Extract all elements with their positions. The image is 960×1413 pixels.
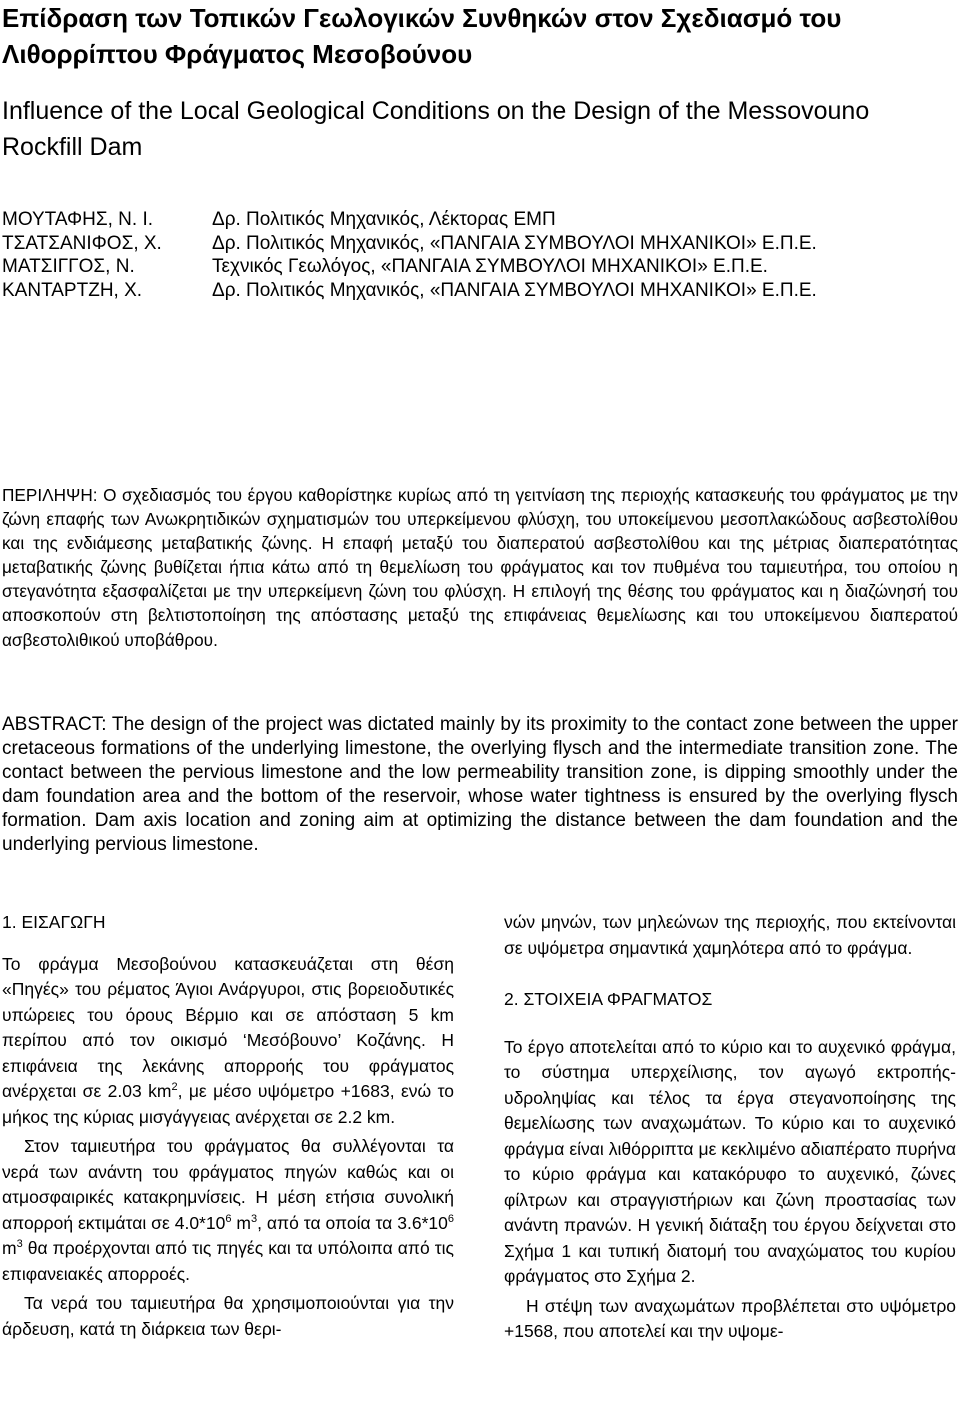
author-row <box>2 232 952 256</box>
paragraph-text: m <box>2 1238 17 1258</box>
author-list <box>2 208 952 302</box>
paragraph <box>2 1134 454 1287</box>
author-row <box>2 255 952 279</box>
author-affiliation: Δρ. Πολιτικός Μηχανικός, «ΠΑΝΓΑΙΑ ΣΥΜΒΟΥΛΟΙ ΜΗΧΑΝΙΚΟΙ» Ε.Π.Ε. <box>212 279 817 301</box>
superscript: 3 <box>16 1238 23 1251</box>
author-affiliation: Δρ. Πολιτικός Μηχανικός, Λέκτορας ΕΜΠ <box>212 209 556 230</box>
title-greek: Επίδραση των Τοπικών Γεωλογικών Συνθηκών στον Σχεδιασμό του Λιθορρίπτου Φράγματος Μεσοβούνου <box>2 3 842 69</box>
spacer <box>2 936 454 952</box>
right-column <box>504 910 956 1345</box>
author-affiliation: Τεχνικός Γεωλόγος, «ΠΑΝΓΑΙΑ ΣΥΜΒΟΥΛΟΙ ΜΗΧΑΝΙΚΟΙ» Ε.Π.Ε. <box>212 256 768 277</box>
superscript: 6 <box>447 1212 454 1225</box>
paragraph-text: , με μέσο υψόμετρο +1683, ενώ το μήκος της κύριας μισγάγγειας ανέρχεται σε 2.2 km. <box>2 1081 454 1127</box>
paragraph-text: Στον ταμιευτήρα του φράγματος θα συλλέγονται τα νερά των ανάντη του φράγματος πηγών καθώς και οι ατμοσφαιρικές κατακρημνίσεις. Η μέση ετήσια συνολική απορροή εκτιμάται σε 4.0*10 <box>2 1136 454 1233</box>
author-name: ΚΑΝΤΑΡΤΖΗ, Χ. <box>2 279 143 301</box>
left-column <box>2 910 454 1342</box>
abstract-greek: ΠΕΡΙΛΗΨΗ: Ο σχεδιασμός του έργου καθορίστηκε κυρίως από τη γειτνίαση της περιοχής κατασκευής του φράγματος με την ζώνη επαφής των Ανωκρητιδικών σχηματισμών του υπερκείμενου φλύσχη, του υποκείμενου μεσοπλακώδους ασβεστολίθου και της ενδιάμεσης μεταβατικής ζώνης. Η επαφή μεταξύ του διαπερατού ασβεστολίθου και της μέτριας διαπερατότητας μεταβατικής ζώνης βυθίζεται ήπια κάτω από τη θεμελίωση του φράγματος και τον πυθμένα του ταμιευτήρα, του οποίου η στεγανότητα εξασφαλίζεται με την υπερκείμενη ζώνη του φλύσχη. Η επιλογή της θέσης του φράγματος και η διαζώνησή του αποσκοπούν στη βελτιστοποίηση της απόστασης μεταξύ της επιφάνειας θεμελίωσης και του υποκείμενου διαπερατού ασβεστολιθικού υποβάθρου. <box>2 485 958 650</box>
superscript: 6 <box>225 1212 232 1225</box>
paragraph: Το έργο αποτελείται από το κύριο και το αυχενικό φράγμα, το σύστημα υπερχείλισης, τον αγωγό εκτροπής-υδροληψίας και τέλος τα έργα στεγανοποίησης της θεμελίωσης των αναχωμάτων. Το κύριο και το αυχενικό φράγμα είναι λιθόρριπτα με κεκλιμένο αδιαπέρατο πυρήνα το κύριο φράγμα και κατακόρυφο το αυχενικό, ζώνες φίλτρων και στραγγιστήριων και ζώνη προστασίας των ανάντη πρανών. Η γενική διάταξη του έργου δείχνεται στο Σχήμα 1 και τυπική διατομή του αναχώματος του κυρίου φράγματος στο Σχήμα 2. <box>504 1036 956 1286</box>
author-row <box>2 208 952 232</box>
paragraph-text: θα προέρχονται από τις πηγές και τα υπόλοιπα από τις επιφανειακές απορροές. <box>2 1238 454 1284</box>
author-row <box>2 279 952 303</box>
paragraph: Τα νερά του ταμιευτήρα θα χρησιμοποιούνται για την άρδευση, κατά τη διάρκεια των θερι- <box>2 1293 454 1339</box>
paragraph: Η στέψη των αναχωμάτων προβλέπεται στο υψόμετρο +1568, που αποτελεί και την υψομε- <box>504 1295 956 1341</box>
superscript: 3 <box>250 1212 258 1225</box>
paragraph <box>2 952 454 1131</box>
title-english: Influence of the Local Geological Conditions on the Design of the Messovouno Rockfill Dam <box>2 97 870 161</box>
author-name: ΜΑΤΣΙΓΓΟΣ, Ν. <box>2 256 135 277</box>
author-name: ΜΟΥΤΑΦΗΣ, Ν. Ι. <box>2 209 154 230</box>
section-heading: 2. ΣΤΟΙΧΕΙΑ ΦΡΑΓΜΑΤΟΣ <box>504 989 713 1009</box>
author-affiliation: Δρ. Πολιτικός Μηχανικός, «ΠΑΝΓΑΙΑ ΣΥΜΒΟΥΛΟΙ ΜΗΧΑΝΙΚΟΙ» Ε.Π.Ε. <box>212 232 817 254</box>
paragraph-text: m <box>231 1212 251 1233</box>
abstract-english: ABSTRACT: The design of the project was dictated mainly by its proximity to the contact zone between the upper cretaceous formations of the underlying limestone, the overlying flysch and the intermediate transition zone. The contact between the pervious limestone and the low permeability transition zone, is dipping smoothly under the dam foundation area and the bottom of the reservoir, whose water tightness is ensured by the overlying flysch formation. Dam axis location and zoning aim at optimizing the distance between the dam foundation and the underlying pervious limestone. <box>2 714 958 856</box>
section-heading: 1. ΕΙΣΑΓΩΓΗ <box>2 912 106 932</box>
superscript: 2 <box>171 1081 178 1094</box>
paragraph-text: , από τα οποία τα 3.6*10 <box>257 1212 448 1233</box>
paragraph-text: Το φράγμα Μεσοβούνου κατασκευάζεται στη θέση «Πηγές» του ρέματος Άγιοι Ανάργυροι, στις βορειοδυτικές υπώρειες του όρους Βέρμιο και σε απόσταση 5 km περίπου από τον οικισμό ‘Μεσόβουνο’ Κοζάνης. Η επιφάνεια της λεκάνης απορροής του φράγματος ανέρχεται σε 2.03 km <box>2 953 454 1101</box>
spacer <box>504 1013 956 1035</box>
paragraph: νών μηνών, των μηλεώνων της περιοχής, που εκτείνονται σε υψόμετρα σημαντικά χαμηλότερα από το φράγμα. <box>504 912 956 958</box>
author-name: ΤΣΑΤΣΑΝΙΦΟΣ, Χ. <box>2 232 162 254</box>
spacer <box>504 961 956 987</box>
